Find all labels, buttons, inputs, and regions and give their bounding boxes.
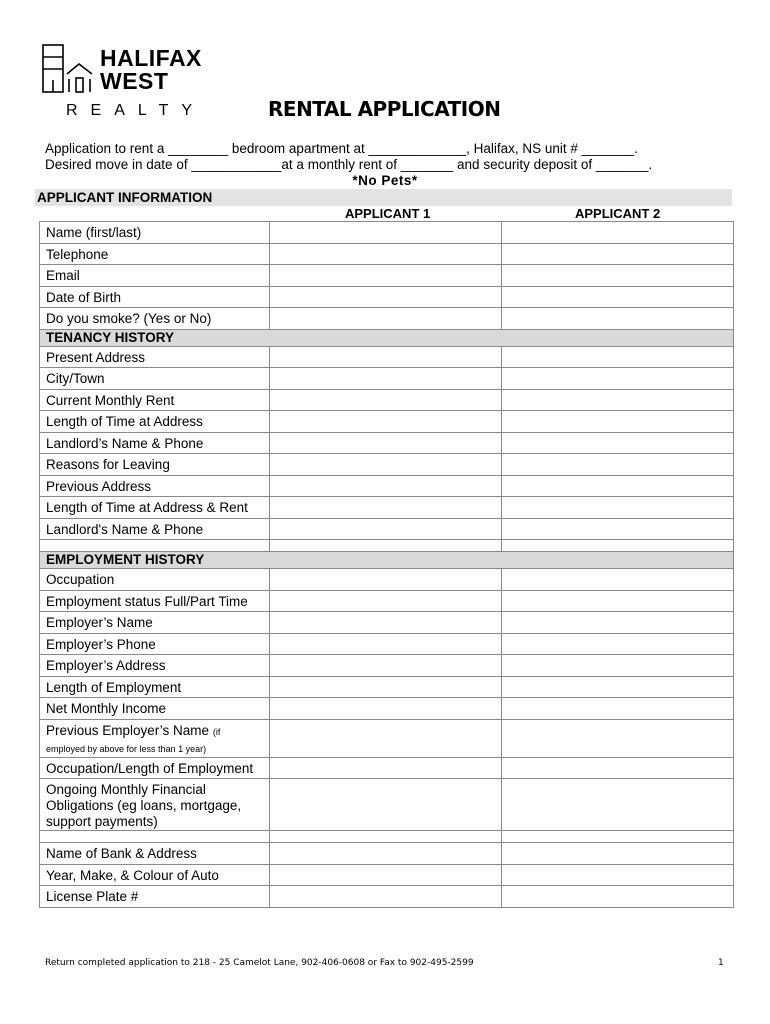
table-row: [40, 864, 734, 886]
field-label: [40, 719, 270, 757]
applicant-2-field[interactable]: [502, 757, 734, 779]
applicant-1-field[interactable]: [270, 612, 502, 634]
applicant-1-field[interactable]: [270, 286, 502, 308]
applicant-2-field[interactable]: [502, 719, 734, 757]
field-label: Occupation/Length of Employment: [40, 757, 270, 779]
field-label: Length of Time at Address: [40, 411, 270, 433]
logo-line-realty: REALTY: [66, 102, 206, 119]
applicant-1-field[interactable]: [270, 389, 502, 411]
prev-employer-label: Previous Employer’s Name: [46, 722, 210, 738]
logo-line-halifax: HALIFAX: [100, 45, 202, 71]
applicant-2-field[interactable]: [502, 286, 734, 308]
application-form-table: [39, 221, 734, 908]
applicant-2-field[interactable]: [502, 308, 734, 330]
applicant-1-field[interactable]: [270, 432, 502, 454]
field-label: Previous Address: [40, 475, 270, 497]
table-row: [40, 475, 734, 497]
applicant-2-field[interactable]: [502, 886, 734, 908]
table-row: [40, 411, 734, 433]
applicant-1-field[interactable]: [270, 308, 502, 330]
applicant-2-field[interactable]: [502, 243, 734, 265]
field-label: Telephone: [40, 243, 270, 265]
applicant-2-field[interactable]: [502, 569, 734, 591]
applicant-2-field[interactable]: [502, 389, 734, 411]
spacer-row: [40, 831, 734, 843]
applicant-2-field[interactable]: [502, 843, 734, 865]
section-header-row: [40, 329, 734, 346]
field-label: Present Address: [40, 346, 270, 368]
applicant-1-field[interactable]: [270, 886, 502, 908]
field-label: Employer’s Address: [40, 655, 270, 677]
table-row: [40, 518, 734, 540]
field-label: Employer’s Name: [40, 612, 270, 634]
applicant-2-field[interactable]: [502, 265, 734, 287]
no-pets-note: *No Pets*: [352, 173, 418, 188]
applicant-2-field[interactable]: [502, 779, 734, 831]
footer-return-address: Return completed application to 218 - 25 Camelot Lane, 902-406-0608 or Fax to 902-495-2599: [45, 958, 474, 968]
table-row: [40, 633, 734, 655]
applicant-2-field[interactable]: [502, 368, 734, 390]
applicant-2-field[interactable]: [502, 676, 734, 698]
table-row: [40, 265, 734, 287]
field-label: Date of Birth: [40, 286, 270, 308]
applicant-1-header: APPLICANT 1: [345, 206, 431, 221]
applicant-2-field[interactable]: [502, 590, 734, 612]
applicant-1-field[interactable]: [270, 698, 502, 720]
field-label: Name of Bank & Address: [40, 843, 270, 865]
applicant-2-field[interactable]: [502, 432, 734, 454]
field-label: Current Monthly Rent: [40, 389, 270, 411]
applicant-2-field[interactable]: [502, 864, 734, 886]
applicant-1-field[interactable]: [270, 368, 502, 390]
applicant-1-field[interactable]: [270, 497, 502, 519]
table-row: [40, 590, 734, 612]
table-row: [40, 286, 734, 308]
spacer-cell: [270, 540, 502, 552]
table-row: [40, 655, 734, 677]
applicant-1-field[interactable]: [270, 633, 502, 655]
field-label: Landlord’s Name & Phone: [40, 432, 270, 454]
applicant-1-field[interactable]: [270, 518, 502, 540]
applicant-1-field[interactable]: [270, 346, 502, 368]
applicant-1-field[interactable]: [270, 676, 502, 698]
table-row: [40, 676, 734, 698]
applicant-1-field[interactable]: [270, 475, 502, 497]
table-row: [40, 389, 734, 411]
table-row: [40, 698, 734, 720]
applicant-2-field[interactable]: [502, 222, 734, 244]
field-label: Employer’s Phone: [40, 633, 270, 655]
field-label: Occupation: [40, 569, 270, 591]
section-header-row: [40, 552, 734, 569]
field-label: Length of Time at Address & Rent: [40, 497, 270, 519]
applicant-2-field[interactable]: [502, 655, 734, 677]
prev-employer-note: (if: [212, 726, 221, 737]
table-row: [40, 432, 734, 454]
page-title: RENTAL APPLICATION: [268, 97, 501, 121]
table-row: [40, 368, 734, 390]
applicant-1-field[interactable]: [270, 454, 502, 476]
house-logo-icon: [42, 44, 96, 96]
field-label: Year, Make, & Colour of Auto: [40, 864, 270, 886]
table-row: [40, 308, 734, 330]
employment-history-heading: EMPLOYMENT HISTORY: [40, 552, 734, 569]
spacer-cell: [502, 831, 734, 843]
applicant-info-heading: APPLICANT INFORMATION: [35, 189, 732, 206]
applicant-1-field[interactable]: [270, 757, 502, 779]
applicant-1-field[interactable]: [270, 843, 502, 865]
table-row: [40, 497, 734, 519]
applicant-1-field[interactable]: [270, 569, 502, 591]
applicant-1-field[interactable]: [270, 590, 502, 612]
field-label: Net Monthly Income: [40, 698, 270, 720]
field-label: Email: [40, 265, 270, 287]
page-number: 1: [718, 958, 724, 968]
company-logo: [42, 44, 242, 124]
spacer-cell: [40, 540, 270, 552]
applicant-1-field[interactable]: [270, 719, 502, 757]
field-label: Ongoing Monthly Financial Obligations (eg loans, mortgage, support payments): [40, 779, 270, 831]
applicant-2-header: APPLICANT 2: [575, 206, 661, 221]
table-row: [40, 719, 734, 757]
table-row: [40, 222, 734, 244]
applicant-1-field[interactable]: [270, 265, 502, 287]
spacer-cell: [502, 540, 734, 552]
spacer-row: [40, 540, 734, 552]
table-row: [40, 612, 734, 634]
spacer-cell: [270, 831, 502, 843]
table-row: [40, 779, 734, 831]
applicant-2-field[interactable]: [502, 497, 734, 519]
table-row: [40, 569, 734, 591]
table-row: [40, 346, 734, 368]
field-label: License Plate #: [40, 886, 270, 908]
field-label: City/Town: [40, 368, 270, 390]
spacer-cell: [40, 831, 270, 843]
table-row: [40, 243, 734, 265]
applicant-2-field[interactable]: [502, 612, 734, 634]
applicant-1-field[interactable]: [270, 779, 502, 831]
tenancy-history-heading: TENANCY HISTORY: [40, 329, 734, 346]
table-row: [40, 843, 734, 865]
table-row: [40, 886, 734, 908]
field-label: Landlord's Name & Phone: [40, 518, 270, 540]
intro-line-1: Application to rent a ________ bedroom apartment at _____________, Halifax, NS unit # _______.: [45, 141, 638, 156]
applicant-2-field[interactable]: [502, 475, 734, 497]
table-row: [40, 757, 734, 779]
logo-line-west: WEST: [100, 68, 169, 94]
prev-employer-note-2: employed by above for less than 1 year): [46, 743, 207, 754]
field-label: Reasons for Leaving: [40, 454, 270, 476]
field-label: Name (first/last): [40, 222, 270, 244]
applicant-2-field[interactable]: [502, 454, 734, 476]
applicant-2-field[interactable]: [502, 633, 734, 655]
applicant-2-field[interactable]: [502, 698, 734, 720]
field-label: Do you smoke? (Yes or No): [40, 308, 270, 330]
intro-line-2: Desired move in date of ____________at a monthly rent of _______ and security deposit of _______.: [45, 157, 653, 172]
field-label: Length of Employment: [40, 676, 270, 698]
applicant-1-field[interactable]: [270, 222, 502, 244]
applicant-1-field[interactable]: [270, 864, 502, 886]
applicant-1-field[interactable]: [270, 411, 502, 433]
applicant-2-field[interactable]: [502, 411, 734, 433]
applicant-1-field[interactable]: [270, 243, 502, 265]
applicant-1-field[interactable]: [270, 655, 502, 677]
applicant-2-field[interactable]: [502, 346, 734, 368]
applicant-2-field[interactable]: [502, 518, 734, 540]
field-label: Employment status Full/Part Time: [40, 590, 270, 612]
table-row: [40, 454, 734, 476]
